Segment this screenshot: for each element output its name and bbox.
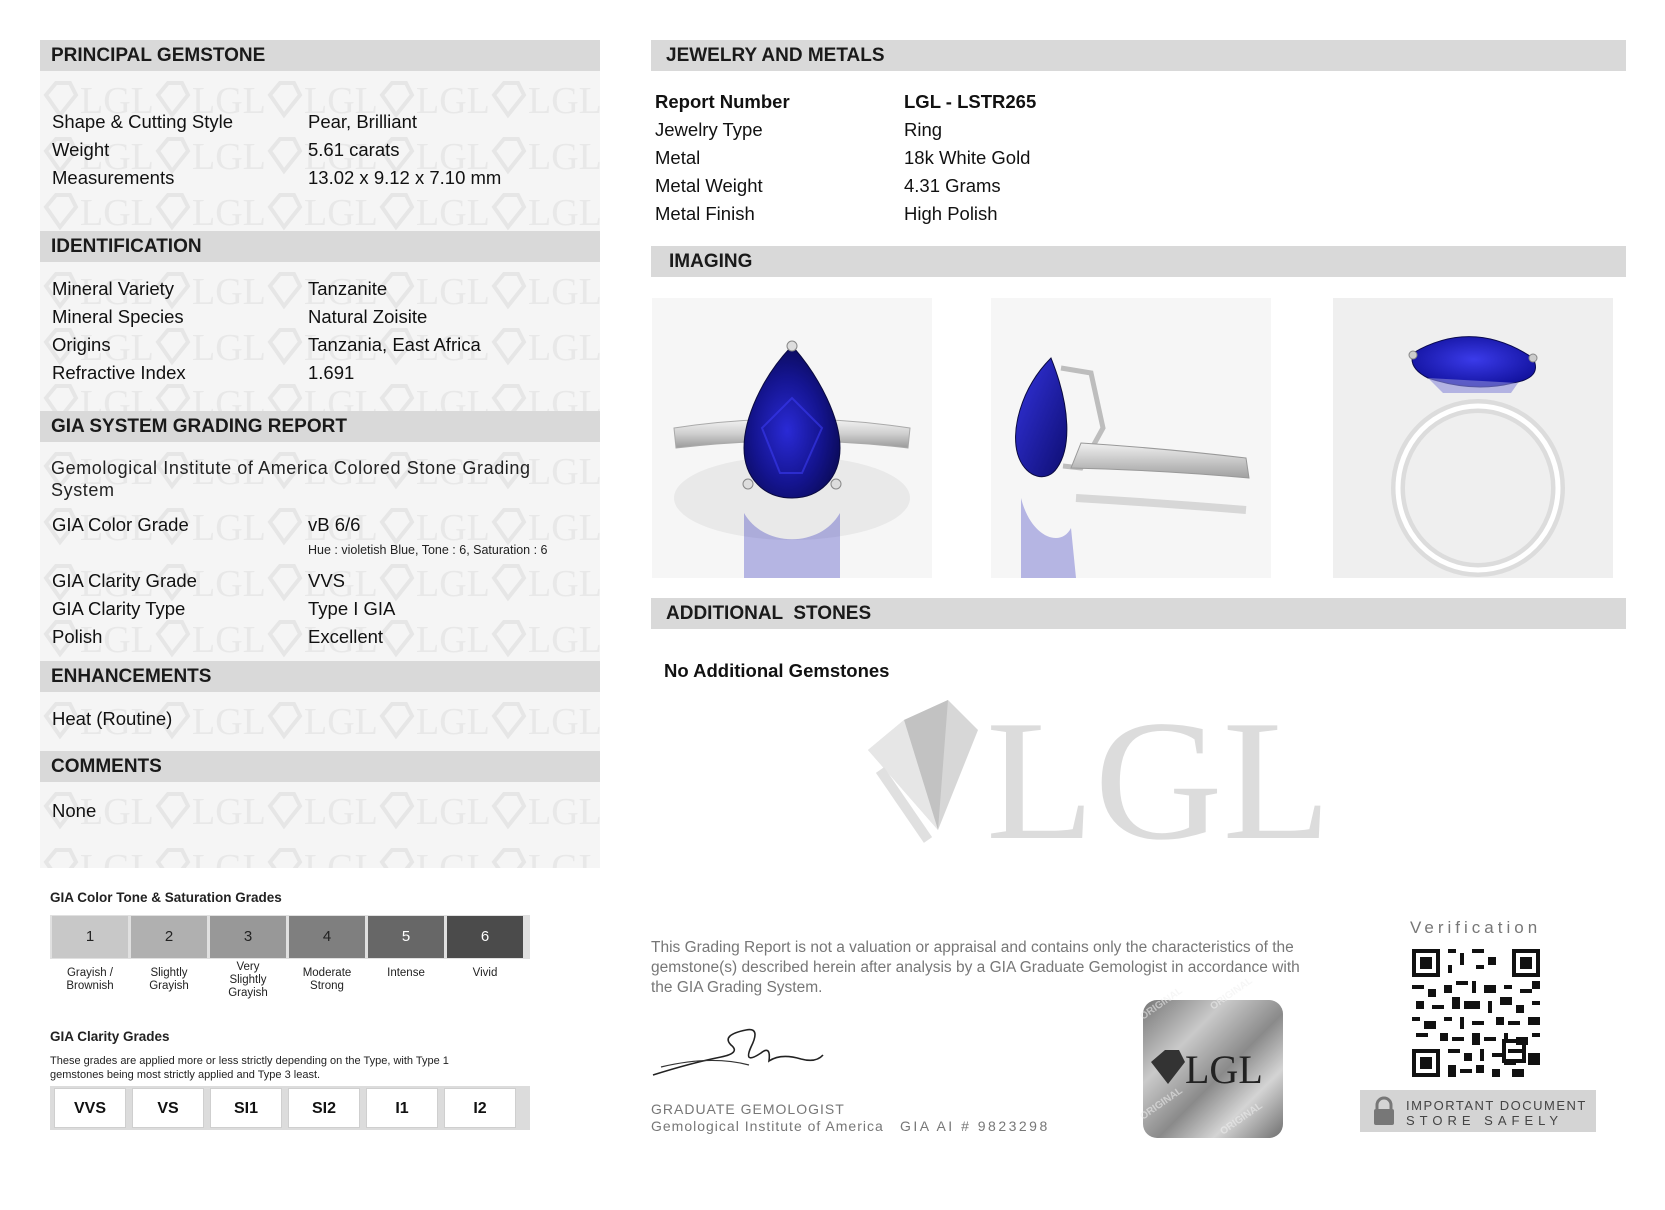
refractive-index-value: 1.691 <box>308 362 355 383</box>
report-number-label: Report Number <box>655 91 790 112</box>
principal-gemstone-panel <box>40 71 600 231</box>
tone-grade-4: 4 <box>289 916 365 958</box>
signature <box>651 1015 831 1085</box>
tone-grade-3: 3 <box>210 916 286 958</box>
clarity-type-value: Type I GIA <box>308 598 396 619</box>
gemologist-title: GRADUATE GEMOLOGIST <box>651 1101 845 1117</box>
color-grade-detail: Hue : violetish Blue, Tone : 6, Saturation : 6 <box>308 543 548 557</box>
comments-value: None <box>52 800 97 821</box>
tone-caption-3: Very Slightly Grayish <box>228 961 268 999</box>
clarity-grade-value: VVS <box>308 570 346 591</box>
important-document-badge <box>1360 1090 1596 1132</box>
ring-image-angle <box>1333 298 1613 578</box>
tone-grade-1: 1 <box>52 916 128 958</box>
clarity-scale-note: These grades are applied more or less strictly depending on the Type, with Type 1 gemstones being most strictly applied and Type 3 least. <box>50 1055 449 1081</box>
measurements-value: 13.02 x 9.12 x 7.10 mm <box>308 167 502 188</box>
svg-text:ORIGINAL: ORIGINAL <box>1208 975 1255 1013</box>
jewelry-metals-panel <box>651 71 1626 246</box>
tone-scale-bar <box>50 915 530 959</box>
clarity-type-label: GIA Clarity Type <box>52 598 186 619</box>
tone-caption-4: Moderate Strong <box>302 967 352 992</box>
lock-icon <box>1372 1096 1396 1126</box>
metal-value: 18k White Gold <box>904 147 1031 168</box>
report-number-value: LGL - LSTR265 <box>904 91 1037 112</box>
metal-finish-label: Metal Finish <box>655 203 755 224</box>
enhancements-header: ENHANCEMENTS <box>40 661 600 692</box>
identification-header: IDENTIFICATION <box>40 231 600 262</box>
tone-grade-5: 5 <box>368 916 444 958</box>
clarity-grade-i2: I2 <box>444 1088 516 1128</box>
weight-value: 5.61 carats <box>308 139 400 160</box>
metal-weight-value: 4.31 Grams <box>904 175 1001 196</box>
gia-report-header: GIA SYSTEM GRADING REPORT <box>40 411 600 442</box>
origins-value: Tanzania, East Africa <box>308 334 481 355</box>
clarity-grade-vvs: VVS <box>54 1088 126 1128</box>
clarity-scale-title: GIA Clarity Grades <box>50 1029 170 1044</box>
clarity-grade-vs: VS <box>132 1088 204 1128</box>
important-document-line2: STORE SAFELY <box>1406 1113 1564 1128</box>
clarity-scale-bar <box>50 1086 530 1130</box>
color-grade-label: GIA Color Grade <box>52 514 189 535</box>
qr-code <box>1408 945 1544 1081</box>
svg-text:ORIGINAL: ORIGINAL <box>1138 985 1185 1023</box>
principal-gemstone-header: PRINCIPAL GEMSTONE <box>40 40 600 71</box>
polish-value: Excellent <box>308 626 384 647</box>
additional-stones-header: ADDITIONAL STONES <box>651 598 1626 629</box>
svg-text:ORIGINAL: ORIGINAL <box>1218 1100 1265 1138</box>
jewelry-type-value: Ring <box>904 119 943 140</box>
polish-label: Polish <box>52 626 103 647</box>
enhancements-value: Heat (Routine) <box>52 708 173 729</box>
hologram-seal <box>1138 975 1283 1138</box>
ring-image-side <box>991 298 1271 578</box>
metal-label: Metal <box>655 147 701 168</box>
verification-label: Verification <box>1410 918 1542 937</box>
svg-text:ORIGINAL: ORIGINAL <box>1138 1085 1185 1123</box>
metal-finish-value: High Polish <box>904 203 998 224</box>
important-document-line1: IMPORTANT DOCUMENT <box>1406 1098 1587 1113</box>
color-grade-value: vB 6/6 <box>308 514 361 535</box>
clarity-grade-si1: SI1 <box>210 1088 282 1128</box>
imaging-header: IMAGING <box>651 246 1626 277</box>
clarity-grade-label: GIA Clarity Grade <box>52 570 197 591</box>
mineral-species-value: Natural Zoisite <box>308 306 428 327</box>
lgl-logo <box>868 686 1338 876</box>
identification-panel <box>40 262 600 411</box>
shape-label: Shape & Cutting Style <box>52 111 233 132</box>
ring-image-front <box>652 298 932 578</box>
gemologist-institute: Gemological Institute of America <box>651 1118 884 1134</box>
disclaimer-text: This Grading Report is not a valuation or appraisal and contains only the characteristics of the gemstone(s) described herein after analysis by a GIA Graduate Gemologist in accordance with the GIA Grading System. <box>651 939 1300 996</box>
shape-value: Pear, Brilliant <box>308 111 417 132</box>
tone-caption-6: Vivid <box>472 967 498 979</box>
clarity-grade-si2: SI2 <box>288 1088 360 1128</box>
tone-caption-5: Intense <box>387 967 425 979</box>
watermark-pattern <box>40 782 600 868</box>
grading-system-text: Gemological Institute of America Colored Stone Grading System <box>51 458 531 500</box>
enhancements-panel <box>40 692 600 751</box>
tone-grade-2: 2 <box>131 916 207 958</box>
clarity-grade-i1: I1 <box>366 1088 438 1128</box>
gia-number: GIA AI # 9823298 <box>900 1118 1050 1134</box>
tone-grade-6: 6 <box>447 916 523 958</box>
comments-header: COMMENTS <box>40 751 600 782</box>
refractive-index-label: Refractive Index <box>52 362 186 383</box>
svg-text:LGL: LGL <box>1185 1047 1263 1092</box>
jewelry-type-label: Jewelry Type <box>655 119 763 140</box>
mineral-variety-value: Tanzanite <box>308 278 388 299</box>
mineral-species-label: Mineral Species <box>52 306 184 327</box>
tone-scale-title: GIA Color Tone & Saturation Grades <box>50 890 282 905</box>
gia-report-panel <box>40 442 600 661</box>
tone-caption-1: Grayish / Brownish <box>66 967 114 992</box>
additional-stones-value: No Additional Gemstones <box>664 660 890 681</box>
origins-label: Origins <box>52 334 111 355</box>
lgl-logo-text: LGL <box>986 686 1331 876</box>
tone-caption-2: Slightly Grayish <box>149 967 189 992</box>
comments-panel <box>40 782 600 868</box>
jewelry-metals-header: JEWELRY AND METALS <box>651 40 1626 71</box>
mineral-variety-label: Mineral Variety <box>52 278 175 299</box>
weight-label: Weight <box>52 139 110 160</box>
metal-weight-label: Metal Weight <box>655 175 763 196</box>
measurements-label: Measurements <box>52 167 175 188</box>
